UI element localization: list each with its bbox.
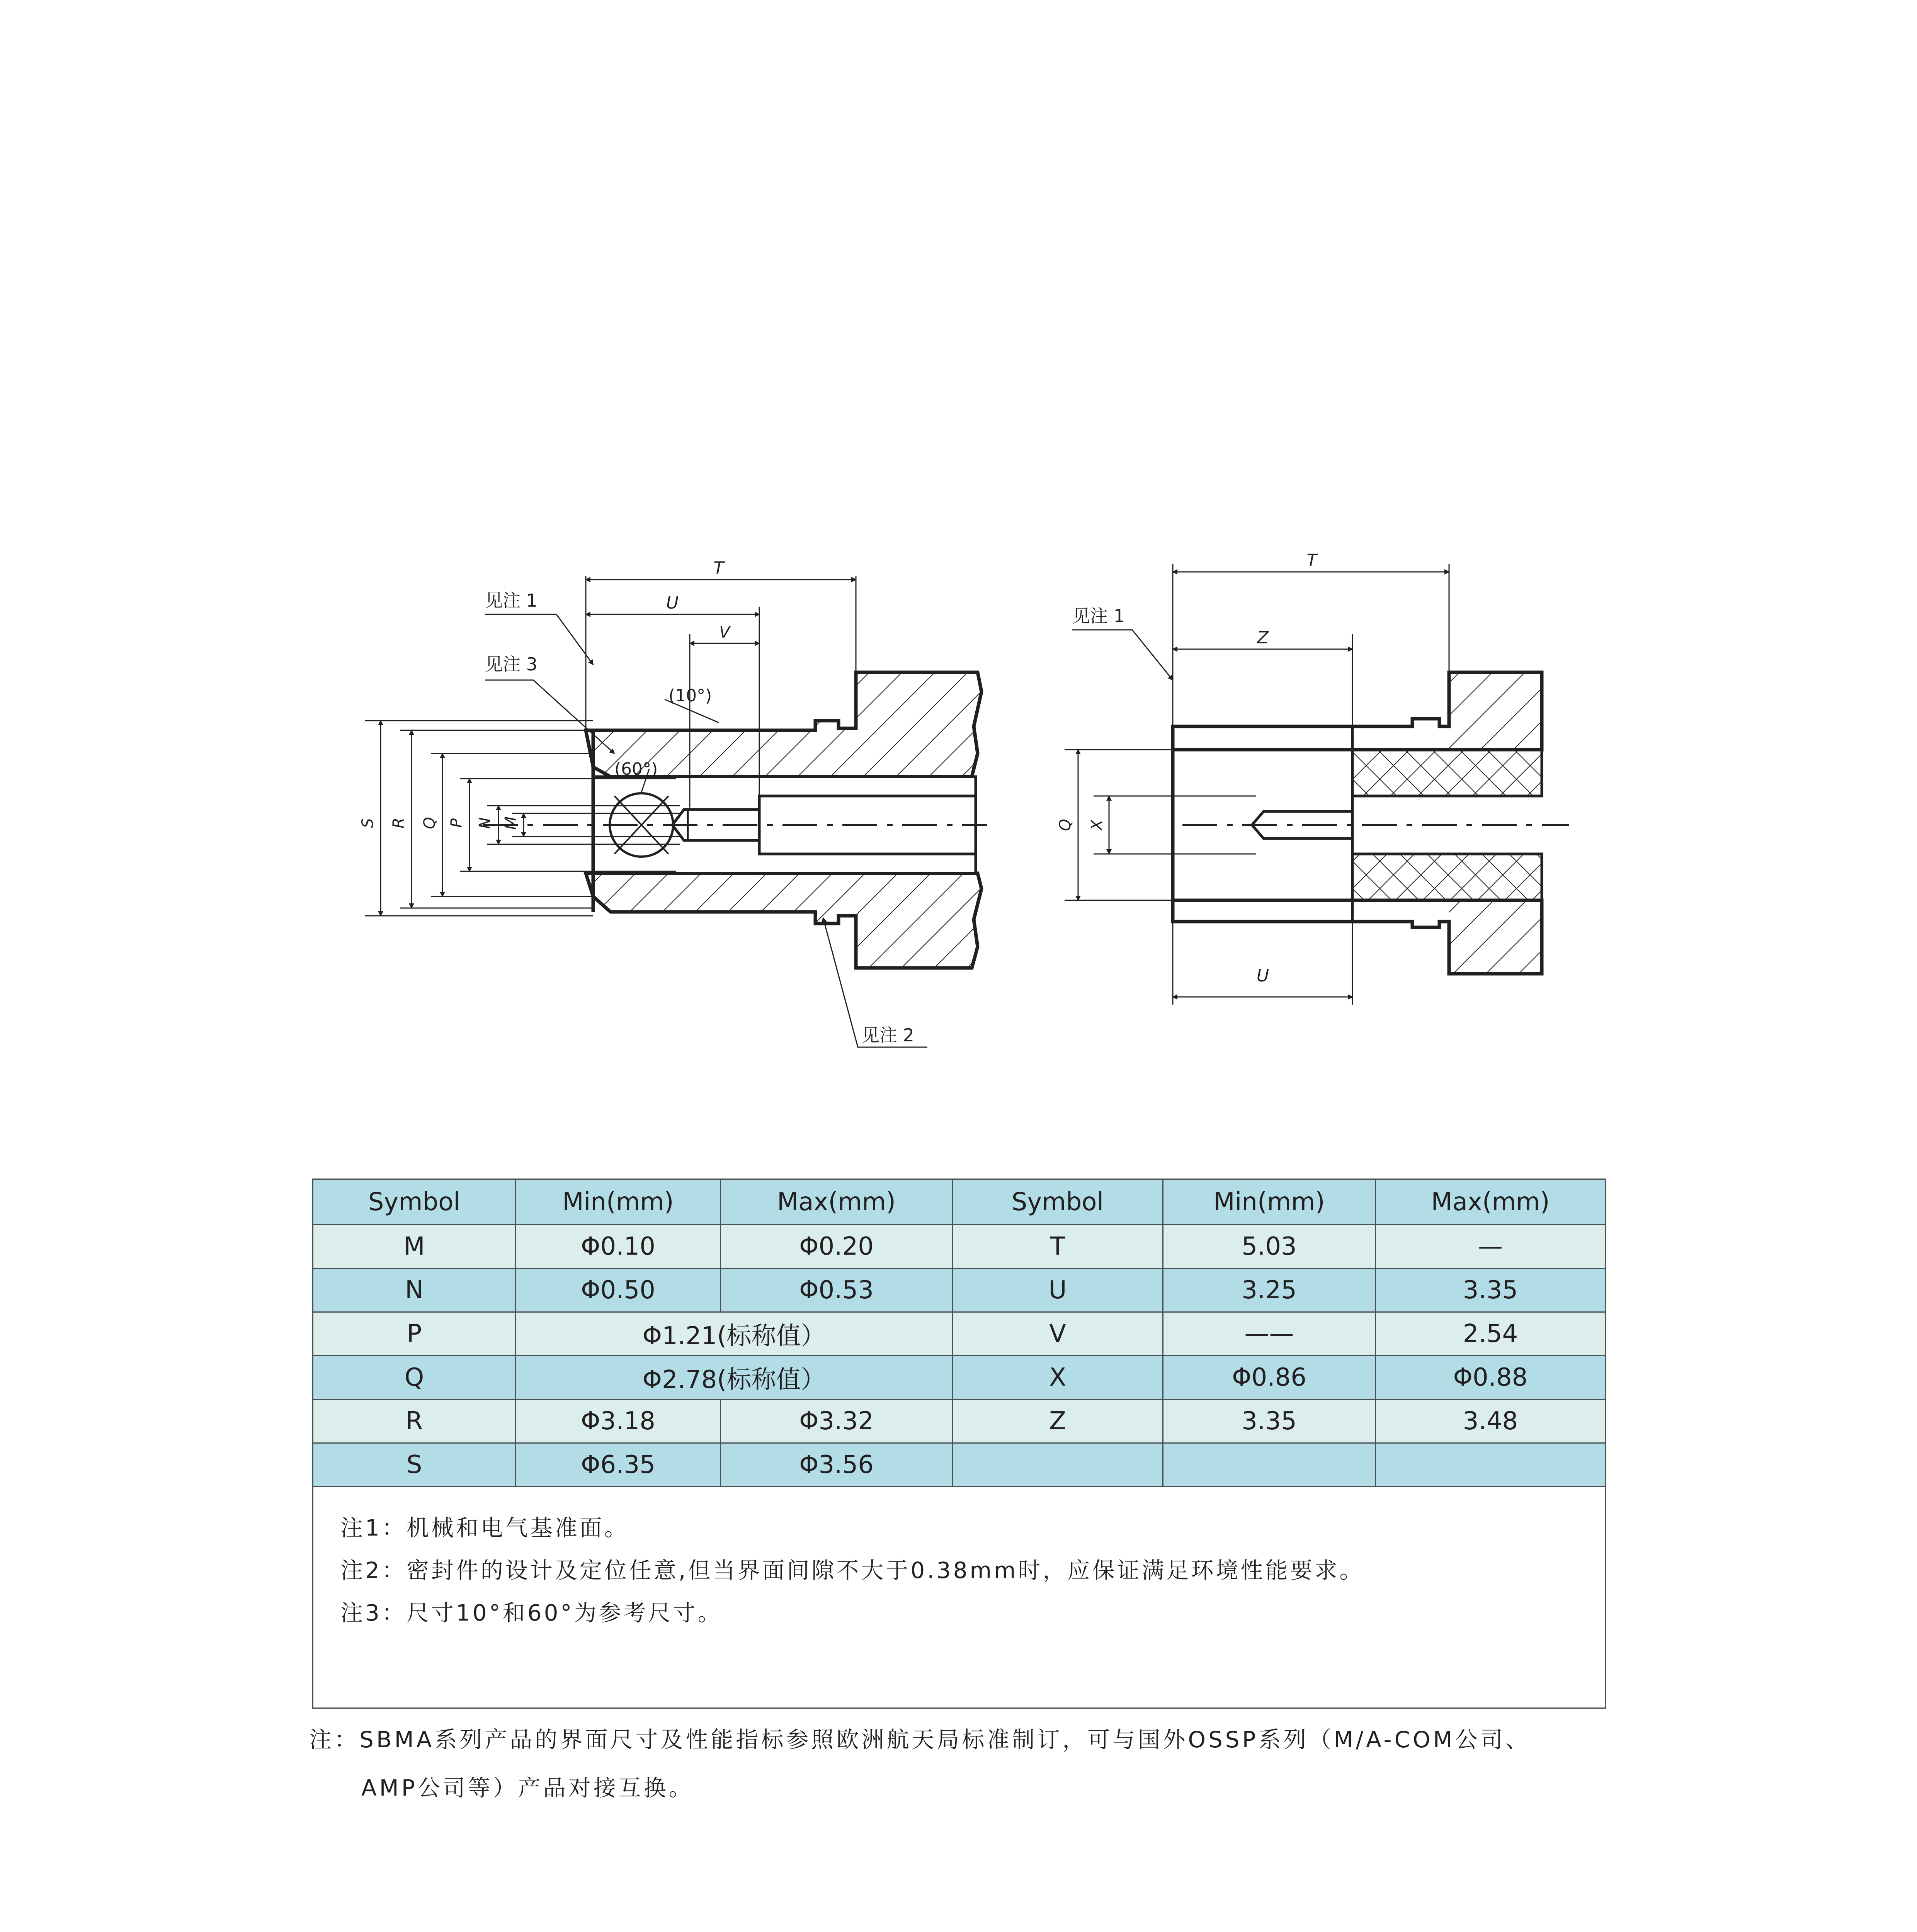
- table-row: [313, 1225, 1606, 1269]
- table-row: [313, 1400, 1606, 1443]
- header-cell: Min(mm): [1163, 1179, 1376, 1225]
- left-dim-Q: Q: [421, 817, 439, 829]
- max-cell: —: [1376, 1225, 1606, 1269]
- min-cell: Φ3.18: [516, 1400, 721, 1443]
- symbol-cell: R: [313, 1400, 516, 1443]
- min-cell: 5.03: [1163, 1225, 1376, 1269]
- min-cell: 3.35: [1163, 1400, 1376, 1443]
- min-cell: [1163, 1443, 1376, 1487]
- nominal-cell: Φ2.78(标称值）: [516, 1356, 953, 1400]
- max-cell: [1376, 1443, 1606, 1487]
- right-dim-U: U: [1256, 966, 1269, 986]
- header-cell: Max(mm): [721, 1179, 953, 1225]
- min-cell: 3.25: [1163, 1269, 1376, 1312]
- max-cell: Φ0.88: [1376, 1356, 1606, 1400]
- table-note-1: 注1：机械和电气基准面。: [340, 1515, 629, 1541]
- min-cell: Φ0.86: [1163, 1356, 1376, 1400]
- max-cell: 2.54: [1376, 1312, 1606, 1356]
- min-cell: Φ0.10: [516, 1225, 721, 1269]
- left-dim-P: P: [448, 818, 466, 828]
- left-dim-N: N: [476, 817, 494, 829]
- right-dielectric-bottom: [1352, 854, 1542, 900]
- left-view: [365, 576, 987, 1047]
- symbol-cell: X: [953, 1356, 1163, 1400]
- table-row: [313, 1269, 1606, 1312]
- header-cell: Max(mm): [1376, 1179, 1606, 1225]
- header-cell: Min(mm): [516, 1179, 721, 1225]
- left-body-bottom-section: [586, 873, 981, 968]
- min-cell: ——: [1163, 1312, 1376, 1356]
- min-cell: Φ0.50: [516, 1269, 721, 1312]
- table-row: [313, 1443, 1606, 1487]
- right-view: [1065, 564, 1569, 1005]
- symbol-cell: M: [313, 1225, 516, 1269]
- symbol-cell: P: [313, 1312, 516, 1356]
- symbol-cell: U: [953, 1269, 1163, 1312]
- right-dim-X: X: [1088, 820, 1106, 830]
- symbol-cell: Q: [313, 1356, 516, 1400]
- footer-note: [309, 1716, 1531, 1812]
- left-note3-label: 见注 3: [485, 654, 538, 675]
- nominal-cell: Φ1.21(标称值）: [516, 1312, 953, 1356]
- symbol-cell: S: [313, 1443, 516, 1487]
- symbol-cell: N: [313, 1269, 516, 1312]
- table-note-3: 注3：尺寸10°和60°为参考尺寸。: [340, 1600, 723, 1626]
- left-note1-label: 见注 1: [485, 590, 538, 611]
- symbol-cell: [953, 1443, 1163, 1487]
- right-dim-T: T: [1306, 551, 1317, 570]
- spec-table: [312, 1179, 1606, 1709]
- table-header-row: [313, 1179, 1606, 1225]
- left-angle-60: (60°): [614, 759, 658, 779]
- left-dim-U: U: [666, 593, 679, 613]
- min-cell: Φ6.35: [516, 1443, 721, 1487]
- right-dielectric-top: [1352, 750, 1542, 796]
- left-dim-T: T: [713, 558, 724, 578]
- right-hatch-top: [1449, 672, 1542, 750]
- left-note2-label: 见注 2: [862, 1025, 914, 1046]
- left-dim-S: S: [359, 818, 377, 828]
- left-angle-10: (10°): [668, 686, 712, 706]
- footer-note-line1: 注：SBMA系列产品的界面尺寸及性能指标参照欧洲航天局标准制订，可与国外OSSP系列（M/A-COM公司、: [309, 1726, 1531, 1753]
- symbol-cell: T: [953, 1225, 1163, 1269]
- max-cell: Φ3.56: [721, 1443, 953, 1487]
- max-cell: Φ0.53: [721, 1269, 953, 1312]
- right-hatch-bottom: [1449, 900, 1542, 974]
- max-cell: Φ3.32: [721, 1400, 953, 1443]
- table-row: [313, 1356, 1606, 1400]
- left-dim-M: M: [502, 816, 520, 830]
- table-notes-cell: [313, 1487, 1606, 1708]
- right-dim-Z: Z: [1257, 628, 1269, 648]
- header-cell: Symbol: [313, 1179, 516, 1225]
- table-notes-row: [313, 1487, 1606, 1708]
- table-note-2: 注2：密封件的设计及定位任意,但当界面间隙不大于0.38mm时，应保证满足环境性能要求。: [340, 1557, 1364, 1583]
- table-row: [313, 1312, 1606, 1356]
- left-dim-V: V: [719, 624, 730, 641]
- header-cell: Symbol: [953, 1179, 1163, 1225]
- symbol-cell: Z: [953, 1400, 1163, 1443]
- footer-note-line2: AMP公司等）产品对接互换。: [361, 1775, 694, 1801]
- right-note1-label: 见注 1: [1072, 605, 1125, 626]
- left-dim-R: R: [390, 818, 408, 828]
- max-cell: Φ0.20: [721, 1225, 953, 1269]
- right-dim-Q: Q: [1056, 819, 1074, 831]
- max-cell: 3.35: [1376, 1269, 1606, 1312]
- max-cell: 3.48: [1376, 1400, 1606, 1443]
- symbol-cell: V: [953, 1312, 1163, 1356]
